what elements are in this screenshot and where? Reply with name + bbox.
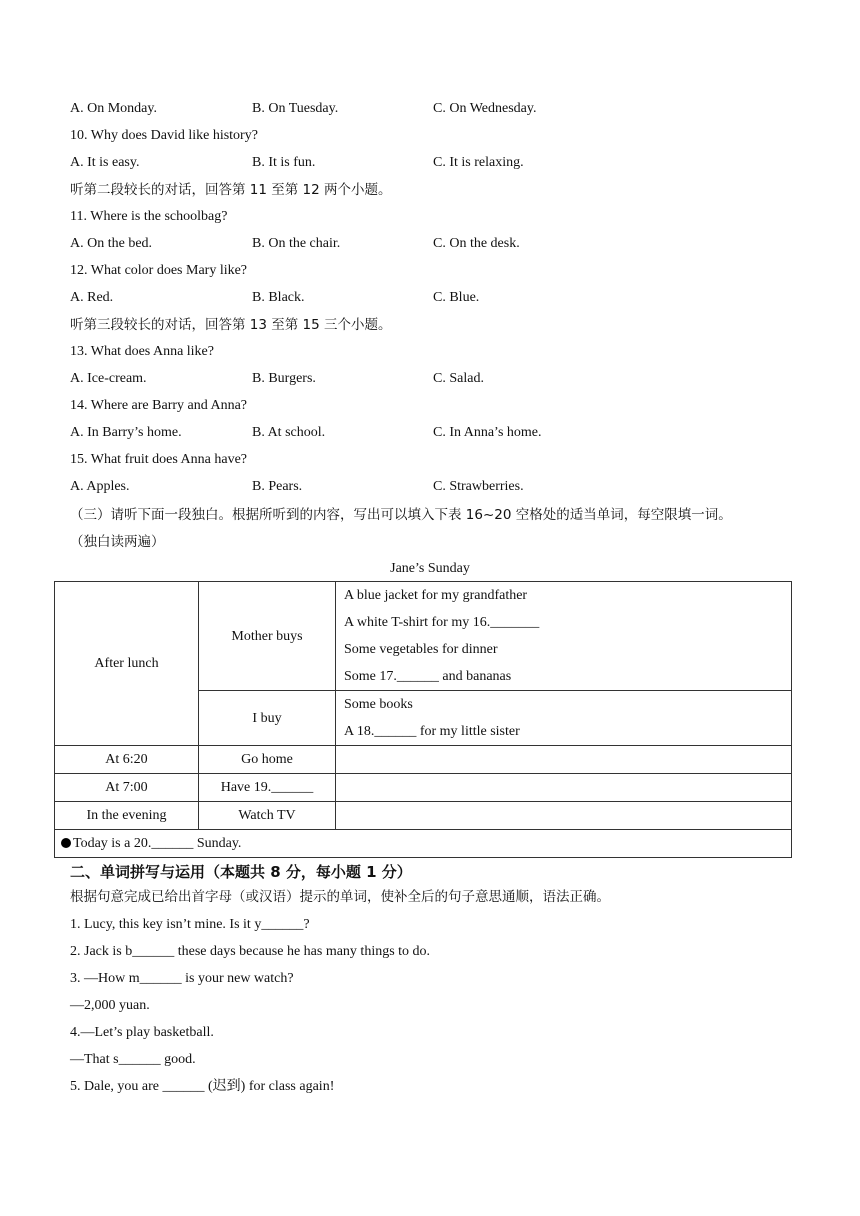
q11-question: 11. Where is the schoolbag? [70,209,228,224]
empty-cell [336,746,792,774]
i-item: Some books [344,697,413,712]
item-2: 2. Jack is b______ these days because he has many things to do. [70,944,431,959]
mother-item: A white T-shirt for my 16._______ [344,615,540,630]
section3-intro: 听第三段较长的对话，回答第 13 至第 15 三个小题。 [70,317,392,333]
part2-instruction: 根据句意完成已给出首字母（或汉语）提示的单词，使补全后的句子意思通顺，语法正确。 [70,889,610,905]
mother-item: Some 17.______ and bananas [344,669,512,684]
q15-option-b: B. Pears. [252,479,303,494]
item-3-answer: —2,000 yuan. [70,998,150,1013]
item-5: 5. Dale, you are ______ (迟到) for class again! [70,1079,335,1094]
q9-option-b: B. On Tuesday. [252,101,339,116]
item-1: 1. Lucy, this key isn’t mine. Is it y______? [70,917,310,932]
q12-option-a: A. Red. [70,290,114,305]
table-title: Jane’s Sunday [390,561,470,576]
q10-option-b: B. It is fun. [252,155,316,170]
i-items-cell [336,691,792,746]
table-row [55,774,792,802]
mother-item: A blue jacket for my grandfather [344,588,528,603]
q14-question: 14. Where are Barry and Anna? [70,398,247,413]
q10-option-a: A. It is easy. [70,155,140,170]
time-cell: At 7:00 [55,774,199,802]
q10-option-c: C. It is relaxing. [433,155,524,170]
empty-cell [336,802,792,830]
q13-option-a: A. Ice-cream. [70,371,147,386]
q12-question: 12. What color does Mary like? [70,263,248,278]
activity-cell: Watch TV [199,802,336,830]
table-footer [55,830,792,858]
item-3: 3. —How m______ is your new watch? [70,971,294,986]
part2-heading: 二、单词拼写与运用（本题共 8 分，每小题 1 分） [70,863,412,881]
item-4: 4.—Let’s play basketball. [70,1025,214,1040]
mother-items-cell [336,582,792,691]
q15-option-c: C. Strawberries. [433,479,524,494]
q11-option-c: C. On the desk. [433,236,520,251]
footer-text: Today is a 20.______ Sunday. [73,836,242,851]
q11-option-a: A. On the bed. [70,236,153,251]
activity-cell: Have 19.______ [199,774,336,802]
i-item: A 18.______ for my little sister [344,724,520,739]
mother-buys-cell: Mother buys [199,582,336,691]
item-4-answer: —That s______ good. [70,1052,196,1067]
q13-option-c: C. Salad. [433,371,484,386]
q13-option-b: B. Burgers. [252,371,316,386]
mother-item: Some vegetables for dinner [344,642,498,657]
q14-option-b: B. At school. [252,425,326,440]
q15-question: 15. What fruit does Anna have? [70,452,248,467]
q14-option-a: A. In Barry’s home. [70,425,182,440]
janes-sunday-table [54,581,792,858]
q15-option-a: A. Apples. [70,479,130,494]
time-cell: At 6:20 [55,746,199,774]
q12-option-b: B. Black. [252,290,305,305]
activity-cell: Go home [199,746,336,774]
bullet-icon [61,838,71,848]
time-cell: In the evening [55,802,199,830]
i-buy-cell: I buy [199,691,336,746]
table-row [55,746,792,774]
section2-intro: 听第二段较长的对话，回答第 11 至第 12 两个小题。 [70,182,392,198]
part3-instruction-line1: （三）请听下面一段独白。根据所听到的内容，写出可以填入下表 16~20 空格处的适当单词，每空限填一词。 [70,507,732,523]
q10-question: 10. Why does David like history? [70,128,258,143]
q12-option-c: C. Blue. [433,290,480,305]
q14-option-c: C. In Anna’s home. [433,425,542,440]
empty-cell [336,774,792,802]
q11-option-b: B. On the chair. [252,236,341,251]
table-row [55,802,792,830]
after-lunch-cell: After lunch [55,582,199,746]
part3-instruction-line2: （独白读两遍） [70,534,165,550]
q13-question: 13. What does Anna like? [70,344,214,359]
q9-option-c: C. On Wednesday. [433,101,537,116]
q9-option-a: A. On Monday. [70,101,157,116]
